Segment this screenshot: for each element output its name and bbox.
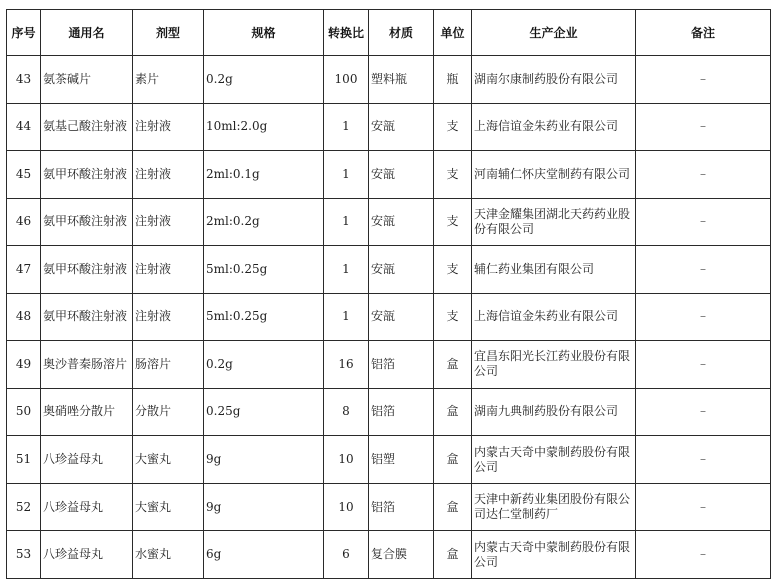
table-body (7, 56, 771, 579)
cell-form: 分散片 (133, 388, 204, 436)
table-row (7, 531, 771, 579)
cell-material: 铝箔 (369, 483, 434, 531)
cell-unit: 盒 (434, 436, 472, 484)
cell-ratio: 1 (324, 246, 369, 294)
cell-material: 安瓿 (369, 103, 434, 151)
header-row (7, 10, 771, 56)
cell-material: 安瓿 (369, 198, 434, 246)
table-row (7, 341, 771, 389)
cell-name: 氨甲环酸注射液 (41, 151, 133, 199)
cell-name: 氨甲环酸注射液 (41, 246, 133, 294)
cell-spec: 6g (204, 531, 324, 579)
cell-ratio: 1 (324, 293, 369, 341)
cell-maker: 天津金耀集团湖北天药药业股份有限公司 (472, 198, 636, 246)
cell-note: – (636, 483, 771, 531)
cell-unit: 盒 (434, 531, 472, 579)
cell-material: 安瓿 (369, 151, 434, 199)
cell-ratio: 1 (324, 198, 369, 246)
header-spec: 规格 (204, 10, 324, 56)
cell-note: – (636, 341, 771, 389)
cell-name: 八珍益母丸 (41, 531, 133, 579)
cell-material: 复合膜 (369, 531, 434, 579)
cell-spec: 10ml:2.0g (204, 103, 324, 151)
cell-spec: 9g (204, 436, 324, 484)
header-maker: 生产企业 (472, 10, 636, 56)
cell-material: 铝箔 (369, 341, 434, 389)
cell-unit: 支 (434, 151, 472, 199)
cell-form: 素片 (133, 56, 204, 104)
header-note: 备注 (636, 10, 771, 56)
cell-note: – (636, 436, 771, 484)
cell-form: 注射液 (133, 103, 204, 151)
cell-ratio: 1 (324, 151, 369, 199)
cell-spec: 0.25g (204, 388, 324, 436)
cell-name: 氨甲环酸注射液 (41, 198, 133, 246)
cell-spec: 5ml:0.25g (204, 293, 324, 341)
cell-seq: 45 (7, 151, 41, 199)
cell-form: 肠溶片 (133, 341, 204, 389)
table-row (7, 436, 771, 484)
cell-maker: 宜昌东阳光长江药业股份有限公司 (472, 341, 636, 389)
cell-seq: 52 (7, 483, 41, 531)
table-row (7, 151, 771, 199)
cell-ratio: 8 (324, 388, 369, 436)
cell-material: 安瓿 (369, 293, 434, 341)
cell-unit: 盒 (434, 483, 472, 531)
cell-spec: 2ml:0.1g (204, 151, 324, 199)
cell-ratio: 10 (324, 436, 369, 484)
cell-ratio: 100 (324, 56, 369, 104)
cell-seq: 51 (7, 436, 41, 484)
cell-maker: 湖南九典制药股份有限公司 (472, 388, 636, 436)
cell-spec: 5ml:0.25g (204, 246, 324, 294)
header-material: 材质 (369, 10, 434, 56)
cell-form: 注射液 (133, 246, 204, 294)
cell-ratio: 1 (324, 103, 369, 151)
cell-spec: 0.2g (204, 56, 324, 104)
cell-unit: 支 (434, 293, 472, 341)
table-row (7, 388, 771, 436)
cell-name: 氨甲环酸注射液 (41, 293, 133, 341)
cell-unit: 盒 (434, 388, 472, 436)
header-unit: 单位 (434, 10, 472, 56)
cell-material: 安瓿 (369, 246, 434, 294)
cell-note: – (636, 293, 771, 341)
table-row (7, 246, 771, 294)
cell-maker: 天津中新药业集团股份有限公司达仁堂制药厂 (472, 483, 636, 531)
cell-seq: 43 (7, 56, 41, 104)
cell-spec: 0.2g (204, 341, 324, 389)
cell-note: – (636, 246, 771, 294)
cell-name: 奥沙普秦肠溶片 (41, 341, 133, 389)
cell-unit: 支 (434, 198, 472, 246)
cell-material: 铝箔 (369, 388, 434, 436)
cell-name: 氨基己酸注射液 (41, 103, 133, 151)
cell-unit: 盒 (434, 341, 472, 389)
cell-spec: 2ml:0.2g (204, 198, 324, 246)
cell-seq: 46 (7, 198, 41, 246)
cell-name: 八珍益母丸 (41, 483, 133, 531)
table-row (7, 198, 771, 246)
cell-form: 注射液 (133, 151, 204, 199)
cell-unit: 瓶 (434, 56, 472, 104)
table-row (7, 483, 771, 531)
cell-note: – (636, 198, 771, 246)
header-form: 剂型 (133, 10, 204, 56)
cell-ratio: 16 (324, 341, 369, 389)
cell-maker: 河南辅仁怀庆堂制药有限公司 (472, 151, 636, 199)
cell-material: 塑料瓶 (369, 56, 434, 104)
cell-ratio: 10 (324, 483, 369, 531)
cell-spec: 9g (204, 483, 324, 531)
cell-seq: 49 (7, 341, 41, 389)
cell-note: – (636, 531, 771, 579)
cell-seq: 47 (7, 246, 41, 294)
header-ratio: 转换比 (324, 10, 369, 56)
cell-seq: 44 (7, 103, 41, 151)
cell-maker: 湖南尔康制药股份有限公司 (472, 56, 636, 104)
cell-seq: 50 (7, 388, 41, 436)
cell-note: – (636, 103, 771, 151)
cell-seq: 48 (7, 293, 41, 341)
cell-maker: 内蒙古天奇中蒙制药股份有限公司 (472, 436, 636, 484)
cell-maker: 辅仁药业集团有限公司 (472, 246, 636, 294)
header-name: 通用名 (41, 10, 133, 56)
cell-form: 注射液 (133, 293, 204, 341)
cell-maker: 上海信谊金朱药业有限公司 (472, 103, 636, 151)
cell-note: – (636, 151, 771, 199)
cell-maker: 上海信谊金朱药业有限公司 (472, 293, 636, 341)
cell-note: – (636, 388, 771, 436)
table-row (7, 103, 771, 151)
cell-unit: 支 (434, 246, 472, 294)
cell-ratio: 6 (324, 531, 369, 579)
table-row (7, 56, 771, 104)
cell-unit: 支 (434, 103, 472, 151)
table-row (7, 293, 771, 341)
drug-table (6, 9, 771, 579)
cell-form: 大蜜丸 (133, 483, 204, 531)
cell-name: 氨茶碱片 (41, 56, 133, 104)
cell-seq: 53 (7, 531, 41, 579)
cell-form: 大蜜丸 (133, 436, 204, 484)
cell-form: 水蜜丸 (133, 531, 204, 579)
cell-material: 铝塑 (369, 436, 434, 484)
header-seq: 序号 (7, 10, 41, 56)
cell-form: 注射液 (133, 198, 204, 246)
cell-maker: 内蒙古天奇中蒙制药股份有限公司 (472, 531, 636, 579)
cell-note: – (636, 56, 771, 104)
cell-name: 奥硝唑分散片 (41, 388, 133, 436)
cell-name: 八珍益母丸 (41, 436, 133, 484)
